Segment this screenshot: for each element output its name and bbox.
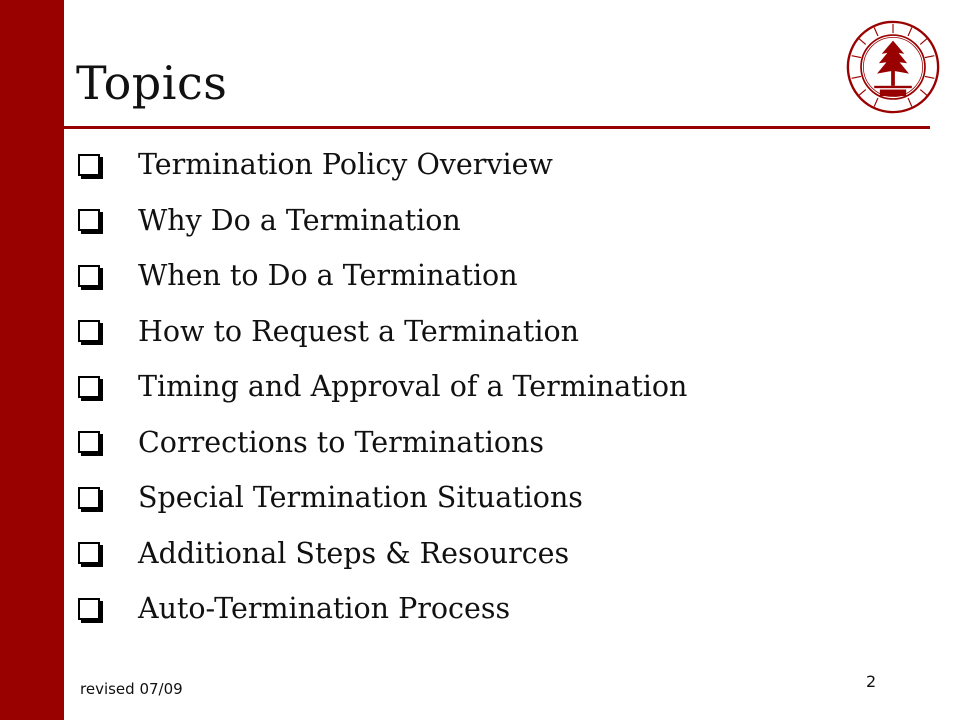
checkbox-icon bbox=[78, 320, 100, 342]
checkbox-icon bbox=[78, 376, 100, 398]
list-item bbox=[76, 137, 687, 193]
checkbox-icon bbox=[78, 265, 100, 287]
checkbox-icon bbox=[78, 598, 100, 620]
topic-list bbox=[76, 137, 687, 637]
topic-label: Timing and Approval of a Termination bbox=[138, 370, 688, 404]
topic-label: Termination Policy Overview bbox=[138, 148, 553, 182]
list-item bbox=[76, 526, 687, 582]
checkbox-icon bbox=[78, 154, 100, 176]
list-item bbox=[76, 304, 687, 360]
checkbox-icon bbox=[78, 487, 100, 509]
topic-label: Special Termination Situations bbox=[138, 481, 583, 515]
checkbox-icon bbox=[78, 209, 100, 231]
topic-label: Corrections to Terminations bbox=[138, 425, 544, 459]
list-item bbox=[76, 470, 687, 526]
university-seal-icon bbox=[846, 20, 940, 114]
topic-label: Auto-Termination Process bbox=[138, 592, 511, 626]
title-divider bbox=[64, 126, 930, 129]
slide-title: Topics bbox=[76, 56, 228, 110]
topic-label: When to Do a Termination bbox=[138, 259, 518, 293]
checkbox-icon bbox=[78, 542, 100, 564]
list-item bbox=[76, 193, 687, 249]
topic-label: Additional Steps & Resources bbox=[138, 536, 570, 570]
topic-label: How to Request a Termination bbox=[138, 314, 579, 348]
topic-label: Why Do a Termination bbox=[138, 203, 461, 237]
revision-note: revised 07/09 bbox=[80, 680, 183, 698]
list-item bbox=[76, 248, 687, 304]
checkbox-icon bbox=[78, 431, 100, 453]
page-number: 2 bbox=[866, 672, 877, 691]
side-bar bbox=[0, 0, 64, 720]
list-item bbox=[76, 359, 687, 415]
list-item bbox=[76, 415, 687, 471]
list-item bbox=[76, 581, 687, 637]
